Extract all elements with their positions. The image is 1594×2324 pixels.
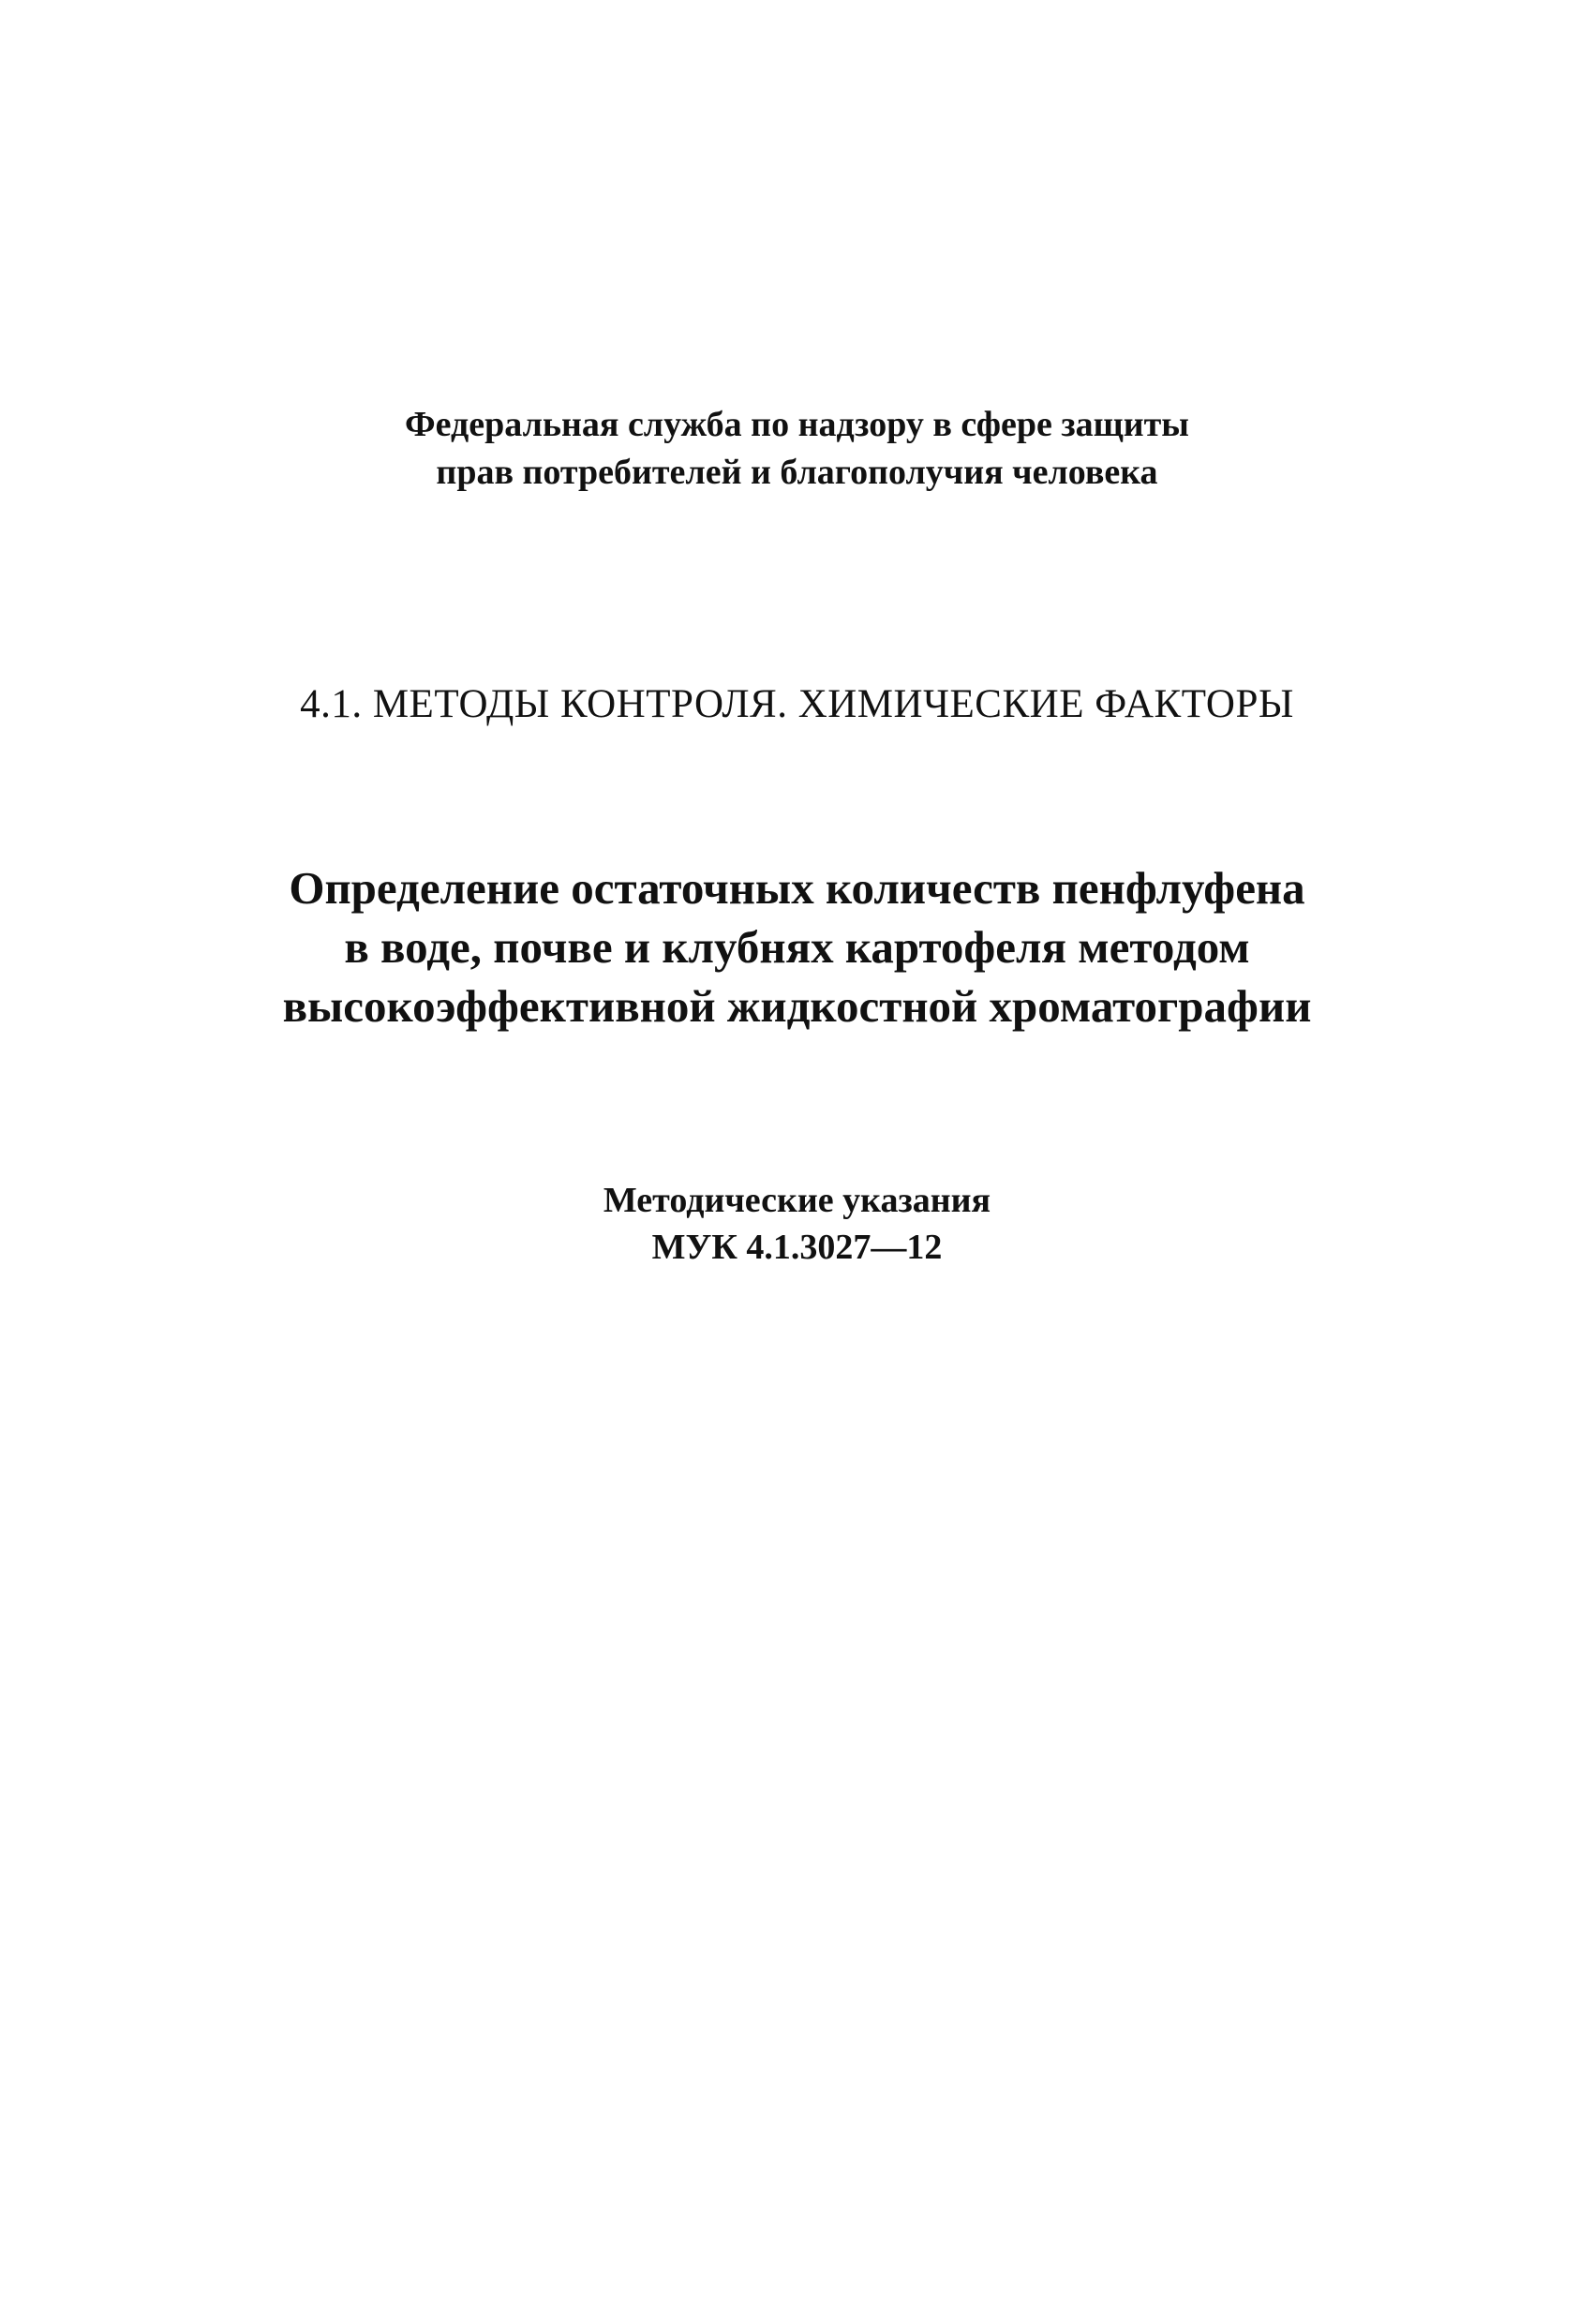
document-designation (0, 1177, 1594, 1271)
title-line-1: Определение остаточных количеств пенфлуфена (289, 862, 1305, 914)
title-line-3: высокоэффективной жидкостной хроматографии (282, 980, 1312, 1032)
issuing-agency (0, 401, 1594, 497)
series-heading-text: 4.1. МЕТОДЫ КОНТРОЛЯ. ХИМИЧЕСКИЕ ФАКТОРЫ (300, 682, 1294, 726)
title-line-2: в воде, почве и клубнях картофеля методом (344, 921, 1250, 973)
document-type: Методические указания (603, 1181, 991, 1220)
agency-line-1: Федеральная служба по надзору в сфере защиты (405, 405, 1189, 444)
series-heading (0, 678, 1594, 731)
document-number: МУК 4.1.3027—12 (651, 1228, 943, 1267)
document-title (0, 858, 1594, 1035)
agency-line-2: прав потребителей и благополучия человека (436, 453, 1158, 492)
